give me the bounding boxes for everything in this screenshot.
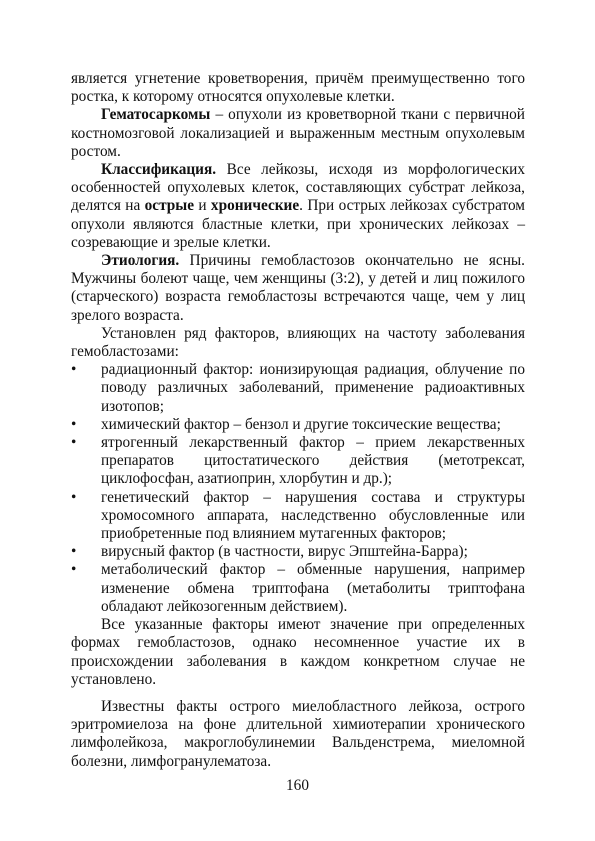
bullet-icon: • — [71, 543, 77, 561]
classification-text-b: . При острых лейкозах субстратом опухоли являются бластные клетки, при хронических лейкозах – созревающие и зрелые клетки. — [71, 197, 525, 251]
factor-text: ятрогенный лекарственный фактор – прием лекарственных препаратов цитостатического действия (метотрексат, циклофосфан, азатиоприн, хлорбутин и др.); — [101, 434, 525, 488]
intro-paragraph: является угнетение кроветворения, причём преимущественно того ростка, к которому относятся опухолевые клетки. — [71, 70, 525, 106]
list-item — [71, 416, 525, 434]
factors-list — [71, 361, 525, 616]
acute-term: острые — [144, 197, 195, 215]
factor-text: химический фактор – бензол и другие токсические вещества; — [101, 415, 501, 433]
known-facts-paragraph: Известны факты острого миелобластного лейкоза, острого эритромиелоза на фоне длительной химиотерапии хронического лимфолейкоза, макроглобулинемии Вальденстрема, миеломной болезни, лимфогранулематоза. — [71, 697, 525, 770]
classification-and: и — [194, 197, 211, 215]
list-item — [71, 361, 525, 416]
factor-text: вирусный фактор (в частности, вирус Эпштейна-Барра); — [101, 543, 468, 561]
bullet-icon: • — [71, 561, 77, 579]
hematosarcoma-paragraph — [71, 106, 525, 161]
factors-intro: Установлен ряд факторов, влияющих на частоту заболевания гемобластозами: — [71, 324, 525, 361]
bullet-icon: • — [71, 361, 77, 379]
factor-text: метаболический фактор – обменные нарушения, например изменение обмена триптофана (метаболиты триптофана обладают лейкозогенным действием). — [101, 561, 525, 615]
page-body — [71, 70, 525, 771]
etiology-paragraph — [71, 252, 525, 325]
factor-text: генетический фактор – нарушения состава и структуры хромосомного аппарата, наследственно обусловленные или приобретенные под влиянием мутагенных факторов; — [101, 488, 525, 543]
etiology-heading: Этиология. — [101, 252, 180, 270]
list-item — [71, 489, 525, 544]
classification-heading: Классификация. — [101, 161, 217, 179]
hematosarcoma-term: Гематосаркомы — [101, 106, 211, 124]
list-item — [71, 434, 525, 489]
bullet-icon: • — [71, 434, 77, 452]
page-number: 160 — [286, 777, 309, 794]
factors-conclusion: Все указанные факторы имеют значение при определенных формах гемобластозов, однако несомненное участие их в происхождении заболевания в каждом конкретном случае не установлено. — [71, 616, 525, 688]
classification-text-a: Все лейкозы, исходя из морфологических особенностей опухолевых клеток, составляющих субстрат лейкоза, делятся на — [71, 161, 525, 215]
etiology-text: Причины гемобластозов окончательно не ясны. Мужчины болеют чаще, чем женщины (3:2), у детей и лиц пожилого (старческого) возраста гемобластозы встречаются чаще, чем у лиц зрелого возраста. — [71, 252, 525, 324]
classification-paragraph — [71, 161, 525, 252]
list-item — [71, 543, 525, 561]
bullet-icon: • — [71, 415, 77, 433]
bullet-icon: • — [71, 488, 77, 506]
hematosarcoma-definition: – опухоли из кроветворной ткани с первичной костномозговой локализацией и выраженным местным опухолевым ростом. — [71, 106, 525, 160]
list-item — [71, 561, 525, 616]
factor-text: радиационный фактор: ионизирующая радиация, облучение по поводу различных заболеваний, применение радиоактивных изотопов; — [101, 361, 525, 415]
chronic-term: хронические — [210, 197, 300, 215]
